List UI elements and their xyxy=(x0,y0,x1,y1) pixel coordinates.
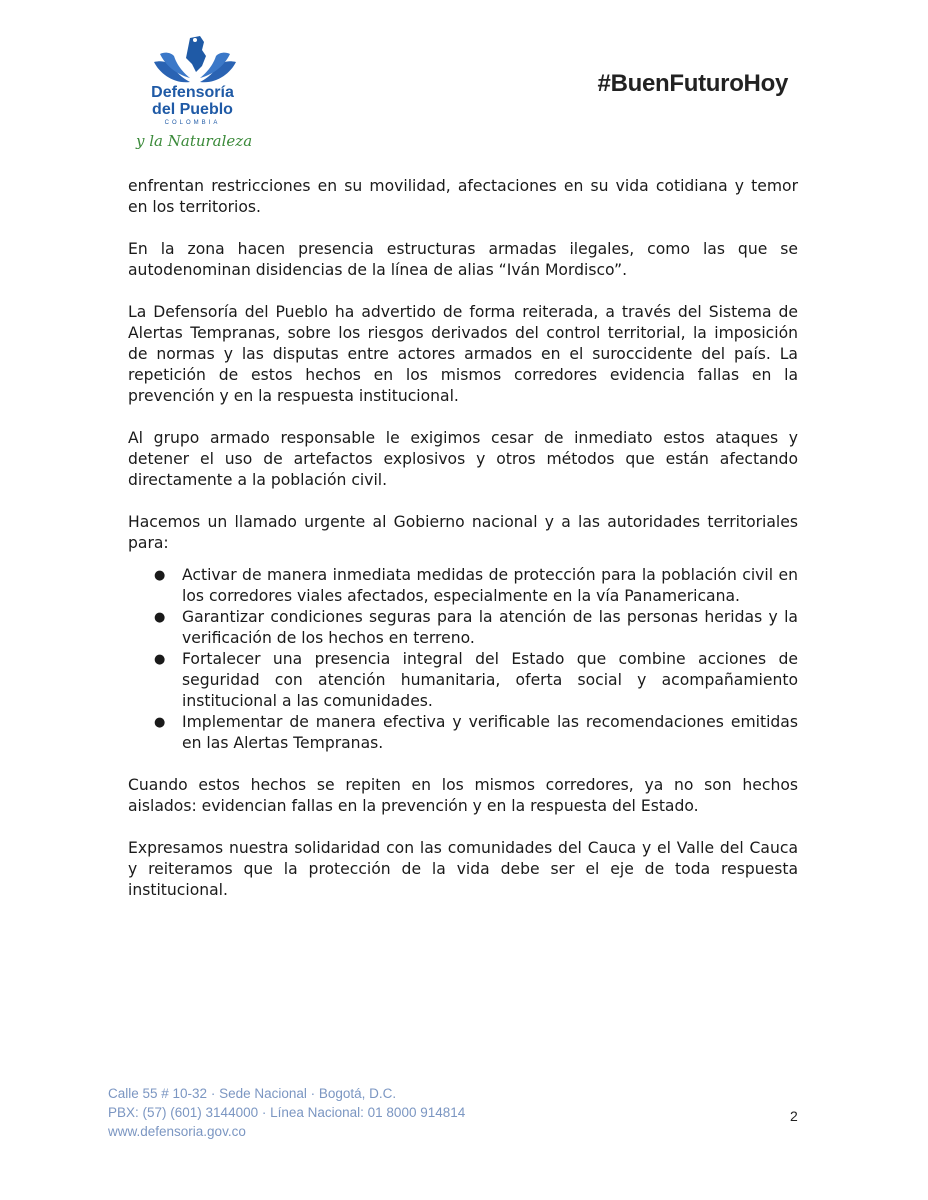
list-item: ● Activar de manera inmediata medidas de protección para la población civil en los corredores viales afectados, especialmente en la vía Panamericana. xyxy=(182,565,798,607)
list-item: ● Implementar de manera efectiva y verificable las recomendaciones emitidas en las Alertas Tempranas. xyxy=(182,712,798,754)
org-name xyxy=(130,84,255,118)
list-item: ● Garantizar condiciones seguras para la atención de las personas heridas y la verificación de los hechos en terreno. xyxy=(182,607,798,649)
demands-list xyxy=(128,565,798,754)
document-body xyxy=(128,176,798,922)
body-paragraph: Al grupo armado responsable le exigimos cesar de inmediato estos ataques y detener el uso de artefactos explosivos y otros métodos que están afectando directamente a la población civil. xyxy=(128,429,798,489)
footer-website: www.defensoria.gov.co xyxy=(108,1124,246,1139)
body-paragraph: En la zona hacen presencia estructuras armadas ilegales, como las que se autodenominan disidencias de la línea de alias “Iván Mordisco”. xyxy=(128,240,798,279)
footer-phone: PBX: (57) (601) 3144000 · Línea Nacional: 01 8000 914814 xyxy=(108,1105,466,1120)
org-name-line1: Defensoría xyxy=(151,84,234,101)
org-country: COLOMBIA xyxy=(164,120,221,126)
body-paragraph: La Defensoría del Pueblo ha advertido de forma reiterada, a través del Sistema de Alertas Tempranas, sobre los riesgos derivados del control territorial, la imposición de normas y las disputas entre actores armados en el suroccidente del país. La repetición de estos hechos en los mismos corredores evidencia fallas en la prevención y en la respuesta institucional. xyxy=(128,303,798,405)
org-name-line2: del Pueblo xyxy=(152,101,233,118)
body-paragraph: Cuando estos hechos se repiten en los mismos corredores, ya no son hechos aislados: evidencian fallas en la prevención y en la respuesta del Estado. xyxy=(128,776,798,815)
page-number: 2 xyxy=(790,1108,798,1124)
nature-tagline: y la Naturaleza xyxy=(136,132,253,150)
footer-contact xyxy=(108,1084,465,1141)
hands-map-emblem-icon xyxy=(150,32,240,88)
campaign-hashtag xyxy=(598,70,788,98)
body-paragraph: Hacemos un llamado urgente al Gobierno nacional y a las autoridades territoriales para: xyxy=(128,513,798,552)
hashtag-prefix: #Buen xyxy=(597,70,670,97)
body-paragraph: Expresamos nuestra solidaridad con las comunidades del Cauca y el Valle del Cauca y reiteramos que la protección de la vida debe ser el eje de toda respuesta institucional. xyxy=(128,839,798,899)
body-paragraph: enfrentan restricciones en su movilidad, afectaciones en su vida cotidiana y temor en los territorios. xyxy=(128,177,798,216)
list-item: ● Fortalecer una presencia integral del Estado que combine acciones de seguridad con atención humanitaria, oferta social y acompañamiento institucional a las comunidades. xyxy=(182,649,798,712)
footer-address: Calle 55 # 10-32 · Sede Nacional · Bogotá, D.C. xyxy=(108,1086,397,1101)
hashtag-bold: FuturoHoy xyxy=(669,70,788,97)
